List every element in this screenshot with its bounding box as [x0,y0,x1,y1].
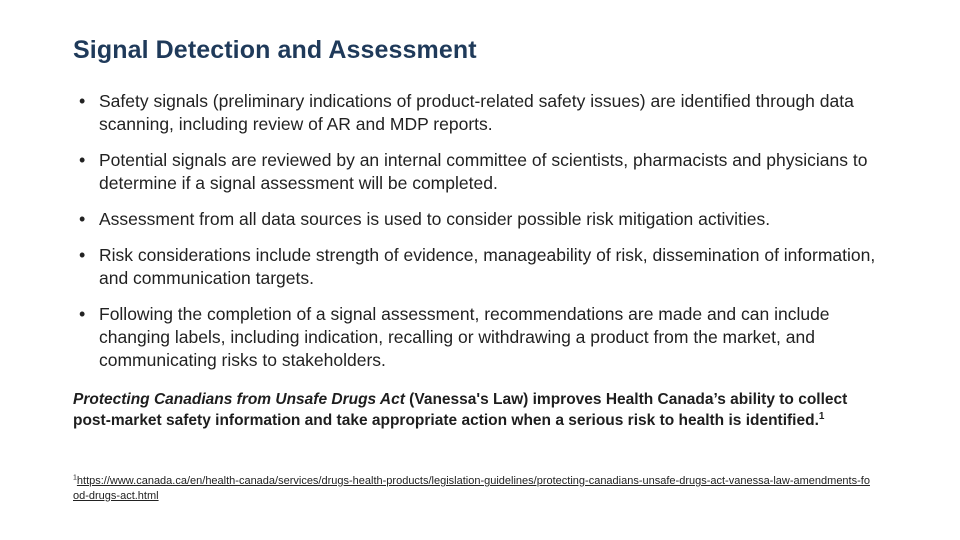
footnote-reference: 1 [818,410,825,422]
bullet-list [73,90,893,385]
bullet-item: • Following the completion of a signal assessment, recommendations are made and can include changing labels, including indication, recalling or withdrawing a product from the market, and communicating risks to stakeholders. [73,303,893,372]
bullet-item: • Potential signals are reviewed by an internal committee of scientists, pharmacists and physicians to determine if a signal assessment will be completed. [73,149,893,195]
footnote-number: 1 [73,474,77,482]
vanessas-law-callout [73,389,873,431]
footnote [73,474,873,504]
footnote-link[interactable]: https://www.canada.ca/en/health-canada/services/drugs-health-products/legislation-guidelines/protecting-canadians-unsafe-drugs-act-vanessa-law-amendments-food-drugs-act.html [73,475,870,502]
act-name: Protecting Canadians from Unsafe Drugs Act [73,391,405,408]
bullet-item: • Risk considerations include strength of evidence, manageability of risk, dissemination of information, and communication targets. [73,244,893,290]
callout-text: (Vanessa's Law) improves Health Canada’s ability to collect post-market safety information and take appropriate action when a serious risk to health is identified. [73,391,848,429]
bullet-item: • Safety signals (preliminary indications of product-related safety issues) are identified through data scanning, including review of AR and MDP reports. [73,90,893,136]
slide-title: Signal Detection and Assessment [73,36,477,64]
bullet-item: • Assessment from all data sources is used to consider possible risk mitigation activities. [73,208,893,231]
